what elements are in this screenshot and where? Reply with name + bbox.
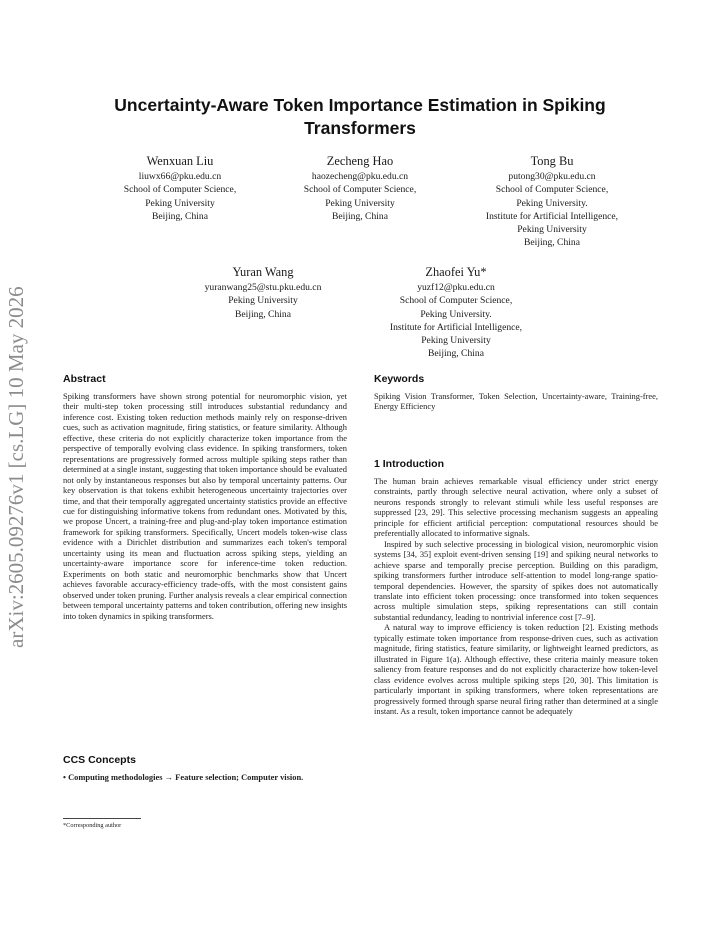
author-email: yuranwang25@stu.pku.edu.cn	[204, 282, 322, 293]
author-email: putong30@pku.edu.cn	[508, 171, 596, 182]
author-affiliation: School of Computer Science,	[123, 184, 237, 196]
author-name: Tong Bu	[530, 154, 574, 168]
abstract-heading: Abstract	[63, 373, 106, 385]
footnote: *Corresponding author	[63, 822, 122, 829]
author-name: Zecheng Hao	[326, 154, 394, 168]
intro-paragraph: A natural way to improve efficiency is token reduction [2]. Existing methods typically estimate token importance from response-driven cues, such as activation magnitude, firing statistics, feature similarity, or lightweight learned predictors, as illustrated in Figure 1(a). Although effective, these criteria mainly measure token saliency from feature responses and do not explicitly characterize how token-level class evidence evolves across multiple spiking steps [20, 30]. This limitation is particularly important in spiking transformers, where token representations are progressively formed through sparse neural firing rather than determined at a single instant. As a result, token importance cannot be adequately	[374, 622, 658, 716]
author-block	[171, 264, 355, 321]
author-block	[268, 153, 452, 223]
author-location: Beijing, China	[152, 210, 208, 222]
author-location: Beijing, China	[235, 308, 291, 320]
ccs-text	[63, 772, 347, 782]
arxiv-identifier: arXiv:2605.09276v1 [cs.LG] 10 May 2026	[4, 286, 28, 648]
ccs-concepts: • Computing methodologies → Feature selection; Computer vision.	[63, 772, 304, 782]
introduction-heading: 1 Introduction	[374, 458, 444, 470]
footnote-rule	[63, 818, 141, 819]
author-block	[88, 153, 272, 223]
author-block	[460, 153, 644, 250]
author-affiliation: Peking University	[421, 335, 491, 347]
author-email: yuzf12@pku.edu.cn	[417, 282, 495, 293]
author-affiliation: School of Computer Science,	[303, 184, 417, 196]
keywords-text	[374, 391, 658, 412]
abstract-paragraph: Spiking transformers have shown strong potential for neuromorphic vision, yet their multi-step token processing still introduces substantial redundancy and inference cost. Existing token reduction methods mainly rely on response-driven cues, such as activation magnitude, firing statistics, or feature similarity. Although effective, these criteria do not explicitly characterize token importance from the perspective of temporally evolving class evidence. In spiking transformers, token representations are progressively formed across multiple spiking steps rather than determined at a single instant, suggesting that token importance should be evaluated not only by instantaneous responses but also by temporal uncertainty patterns. Our key observation is that tokens exhibit heterogeneous uncertainty trajectories over time, and that their temporally aggregated uncertainty statistics provide an effective cue for distinguishing informative tokens from redundant ones. Motivated by this, we propose Uncert, a training-free and plug-and-play token importance estimation framework for spiking transformers. Specifically, Uncert models token-wise class evidence with a Dirichlet distribution and summarizes each token's temporal uncertainty using its mean and fluctuation across spiking steps, yielding an uncertainty-aware importance score for inference-time token reduction. Experiments on both static and neuromorphic benchmarks show that Uncert achieves favorable accuracy-efficiency trade-offs, with the most consistent gains observed under token pruning. Further analysis reveals a clear empirical connection between temporal uncertainty patterns and token contribution, offering new insights into token dynamics in spiking transformers.	[63, 391, 347, 621]
author-email: haozecheng@pku.edu.cn	[311, 171, 409, 182]
author-affiliation: School of Computer Science,	[399, 295, 513, 307]
keywords-list: Spiking Vision Transformer, Token Selection, Uncertainty-aware, Training-free, Energy Efficiency	[374, 391, 658, 412]
intro-paragraph: The human brain achieves remarkable visual efficiency under strict energy constraints, partly through selective neural activation, where only a subset of neurons responds strongly to relevant stimuli while less useful responses are suppressed [23, 29]. This selective processing mechanism suggests an appealing principle for efficient artificial perception: computational resources should be preferentially allocated to informative signals.	[374, 476, 658, 539]
abstract-text	[63, 391, 347, 621]
keywords-heading: Keywords	[374, 373, 425, 385]
author-name: Wenxuan Liu	[146, 154, 214, 168]
author-affiliation: Peking University	[228, 295, 298, 307]
ccs-heading: CCS Concepts	[63, 754, 136, 766]
author-location: Beijing, China	[524, 237, 580, 249]
author-block	[364, 264, 548, 361]
author-name: Zhaofei Yu*	[425, 265, 487, 279]
paper-title: Uncertainty-Aware Token Importance Estimation in Spiking Transformers	[114, 95, 606, 138]
author-affiliation: Peking University.	[516, 197, 588, 209]
author-affiliation: Peking University	[145, 197, 215, 209]
author-affiliation: Institute for Artificial Intelligence,	[389, 321, 523, 333]
author-affiliation: Peking University.	[420, 308, 492, 320]
author-location: Beijing, China	[428, 348, 484, 360]
author-affiliation: School of Computer Science,	[495, 184, 609, 196]
author-affiliation: Institute for Artificial Intelligence,	[485, 210, 619, 222]
intro-paragraph: Inspired by such selective processing in biological vision, neuromorphic vision systems [34, 35] exploit event-driven sensing [19] and spiking neural networks to achieve sparse and temporally precise perception. Building on this paradigm, spiking transformers further introduce self-attention to model long-range spatio-temporal dependencies. However, the sparsity of spikes does not automatically translate into efficient token processing: once transformed into token sequences across multiple simulation steps, spiking representations can still contain substantial redundancy, leading to nontrivial inference cost [7–9].	[374, 538, 658, 622]
introduction-text	[374, 476, 658, 716]
author-name: Yuran Wang	[232, 265, 294, 279]
author-affiliation: Peking University	[325, 197, 395, 209]
author-affiliation: Peking University	[517, 224, 587, 236]
author-location: Beijing, China	[332, 210, 388, 222]
author-email: liuwx66@pku.edu.cn	[138, 171, 222, 182]
